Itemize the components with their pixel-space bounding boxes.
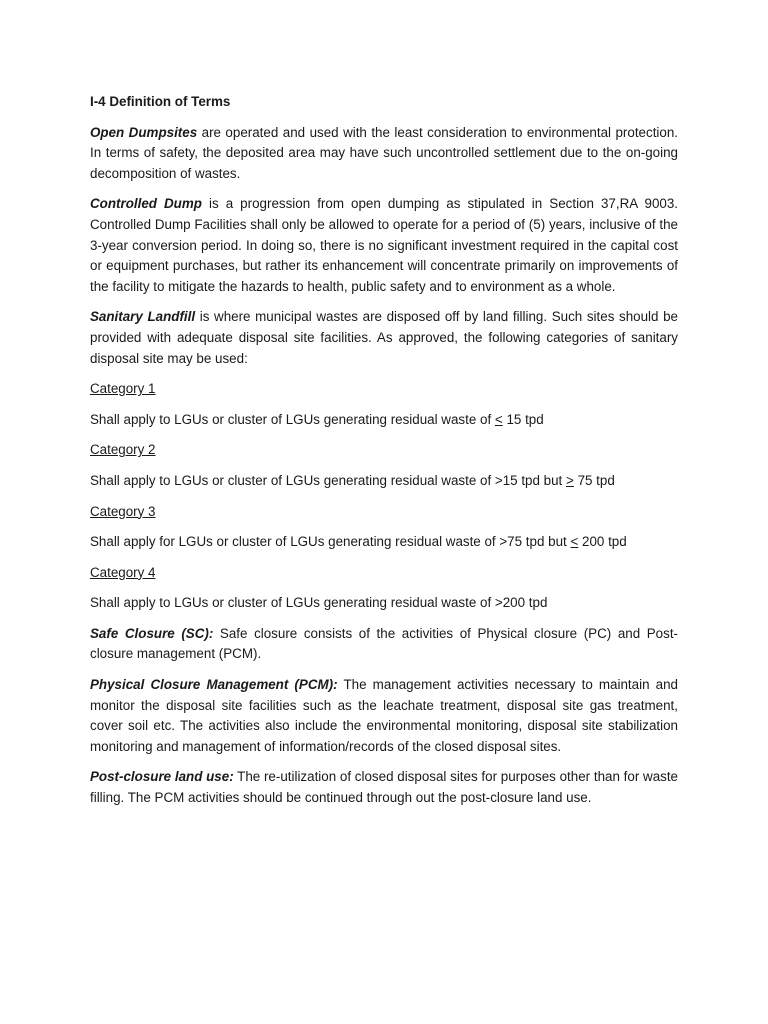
less-equal-symbol: <	[570, 534, 579, 550]
definition-safe-closure	[90, 624, 678, 665]
category-2-title: Category 2	[90, 442, 156, 458]
definition-text: The management activities necessary to maintain and monitor the disposal site facilities such as the leachate treatment, disposal site gas treatment, cover soil etc. The activities also include the environmental monitoring, disposal site stabilization monitoring and management of information/records of the closed disposal sites.	[90, 677, 678, 754]
term-post-closure: Post-closure land use:	[90, 769, 234, 785]
category-3-title: Category 3	[90, 503, 156, 519]
document-page	[90, 92, 678, 819]
definition-text: Safe closure consists of the activities of Physical closure (PC) and Post-closure management (PCM).	[90, 625, 679, 662]
category-text: Shall apply for LGUs or cluster of LGUs generating residual waste of >75 tpd but	[90, 534, 571, 550]
definition-sanitary-landfill	[90, 307, 678, 369]
category-2-text	[90, 471, 678, 492]
category-text: 15 tpd	[502, 411, 544, 427]
section-heading: I-4 Definition of Terms	[90, 94, 231, 109]
category-text: Shall apply to LGUs or cluster of LGUs generating residual waste of	[90, 411, 495, 427]
category-1-text	[90, 410, 678, 431]
definition-open-dumpsites	[90, 123, 678, 185]
definition-physical-closure	[90, 675, 678, 757]
definition-text: The re-utilization of closed disposal sites for purposes other than for waste filling. The PCM activities should be continued through out the post-closure land use.	[90, 769, 679, 806]
term-safe-closure: Safe Closure (SC):	[90, 625, 214, 641]
term-controlled-dump: Controlled Dump	[90, 196, 202, 212]
category-text: Shall apply to LGUs or cluster of LGUs generating residual waste of >15 tpd but	[90, 472, 567, 488]
category-text: 200 tpd	[578, 534, 627, 550]
definition-text: is where municipal wastes are disposed off by land filling. Such sites should be provided with adequate disposal site facilities. As approved, the following categories of sanitary disposal site may be used:	[90, 309, 679, 366]
less-equal-symbol: <	[494, 411, 503, 427]
category-4-title: Category 4	[90, 564, 156, 580]
category-3-text	[90, 532, 678, 553]
definition-text: is a progression from open dumping as stipulated in Section 37,RA 9003. Controlled Dump Facilities shall only be allowed to operate for a period of (5) years, inclusive of the 3-year conversion period. In doing so, there is no significant investment required in the capital cost or equipment purchases, but rather its enhancement will concentrate primarily on improvements of the facility to mitigate the hazards to health, public safety and to environment as a whole.	[90, 196, 679, 294]
definition-text: are operated and used with the least consideration to environmental protection. In terms of safety, the deposited area may have such uncontrolled settlement due to the on-going decomposition of wastes.	[90, 124, 679, 181]
term-open-dumpsites: Open Dumpsites	[90, 124, 198, 140]
greater-equal-symbol: >	[566, 472, 574, 488]
category-4-text: Shall apply to LGUs or cluster of LGUs generating residual waste of >200 tpd	[90, 595, 548, 611]
term-sanitary-landfill: Sanitary Landfill	[90, 309, 196, 325]
definition-controlled-dump	[90, 194, 678, 297]
category-text: 75 tpd	[573, 472, 615, 488]
term-physical-closure: Physical Closure Management (PCM):	[90, 677, 338, 693]
definition-post-closure	[90, 767, 678, 808]
category-1-title: Category 1	[90, 381, 156, 397]
